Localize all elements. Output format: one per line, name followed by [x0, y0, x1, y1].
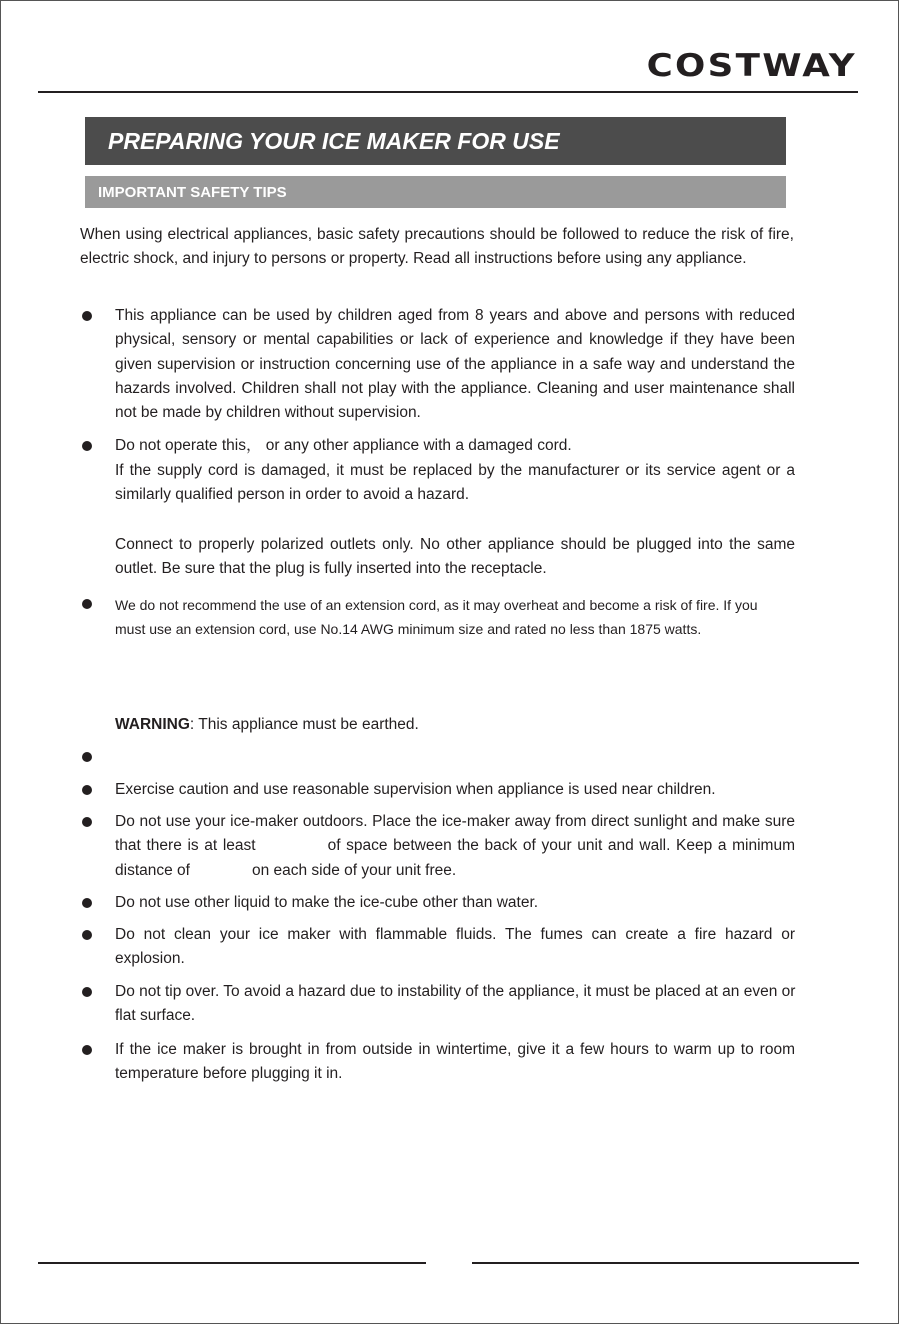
- bullet-icon: [82, 817, 92, 827]
- brand-logo: COSTWAY: [646, 48, 857, 84]
- bullet-icon: [82, 752, 92, 762]
- bullet-icon: [82, 930, 92, 940]
- warning-line: [115, 713, 795, 737]
- safety-item-extension-cord: We do not recommend the use of an extension cord, as it may overheat and become a risk of fire. If you must use an extension cord, use No.14 AWG minimum size and rated no less than 1875 watts.: [115, 597, 758, 637]
- safety-item-outlet: Connect to properly polarized outlets only. No other appliance should be plugged into the same outlet. Be sure that the plug is fully inserted into the receptacle.: [115, 536, 795, 578]
- bullet-icon: [82, 987, 92, 997]
- bullet-icon: [82, 441, 92, 451]
- bullet-icon: [82, 599, 92, 609]
- bullet-icon: [82, 785, 92, 795]
- safety-item-supervision: Exercise caution and use reasonable supervision when appliance is used near children.: [115, 781, 716, 798]
- safety-item-outdoors: [115, 810, 795, 883]
- safety-item-damaged-cord: Do not operate this， or any other appliance with a damaged cord.: [115, 437, 572, 454]
- warning-text: : This appliance must be earthed.: [189, 716, 419, 733]
- safety-item-liquid: Do not use other liquid to make the ice-cube other than water.: [115, 894, 539, 911]
- outdoors-text-a: Do not use your ice-maker outdoors. Place the ice-maker away from direct sunlight and make sure that there is at least: [115, 813, 795, 855]
- section-title: PREPARING YOUR ICE MAKER FOR USE: [85, 117, 786, 165]
- intro-paragraph: When using electrical appliances, basic safety precautions should be followed to reduce the risk of fire, electric shock, and injury to persons or property. Read all instructions before using any appliance.: [80, 226, 794, 268]
- safety-item-cord-replacement: If the supply cord is damaged, it must be replaced by the manufacturer or its service agent or a similarly qualified person in order to avoid a hazard.: [115, 462, 795, 504]
- safety-item-flammable: Do not clean your ice maker with flammable fluids. The fumes can create a fire hazard or explosion.: [115, 926, 795, 968]
- bullet-icon: [82, 1045, 92, 1055]
- warning-label: WARNING: [115, 716, 190, 733]
- safety-item-children: This appliance can be used by children aged from 8 years and above and persons with reduced physical, sensory or mental capabilities or lack of experience and knowledge if they have been given supervision or instruction concerning use of the appliance in a safe way and understand the hazards involved. Children shall not play with the appliance. Cleaning and user maintenance shall not be made by children without supervision.: [115, 307, 795, 422]
- footer-divider-left: [38, 1262, 426, 1264]
- outdoors-text-c: on each side of your unit free.: [251, 861, 457, 879]
- section-subtitle: IMPORTANT SAFETY TIPS: [85, 176, 786, 208]
- header-divider: [38, 91, 858, 93]
- safety-item-wintertime: If the ice maker is brought in from outside in wintertime, give it a few hours to warm up to room temperature before plugging it in.: [115, 1041, 795, 1083]
- outdoors-text-b: of space between the back of your unit and wall. Keep a minimum distance of: [115, 837, 795, 879]
- safety-item-tip-over: Do not tip over. To avoid a hazard due to instability of the appliance, it must be placed at an even or flat surface.: [115, 983, 796, 1025]
- bullet-icon: [82, 898, 92, 908]
- footer-divider-right: [472, 1262, 859, 1264]
- bullet-icon: [82, 311, 92, 321]
